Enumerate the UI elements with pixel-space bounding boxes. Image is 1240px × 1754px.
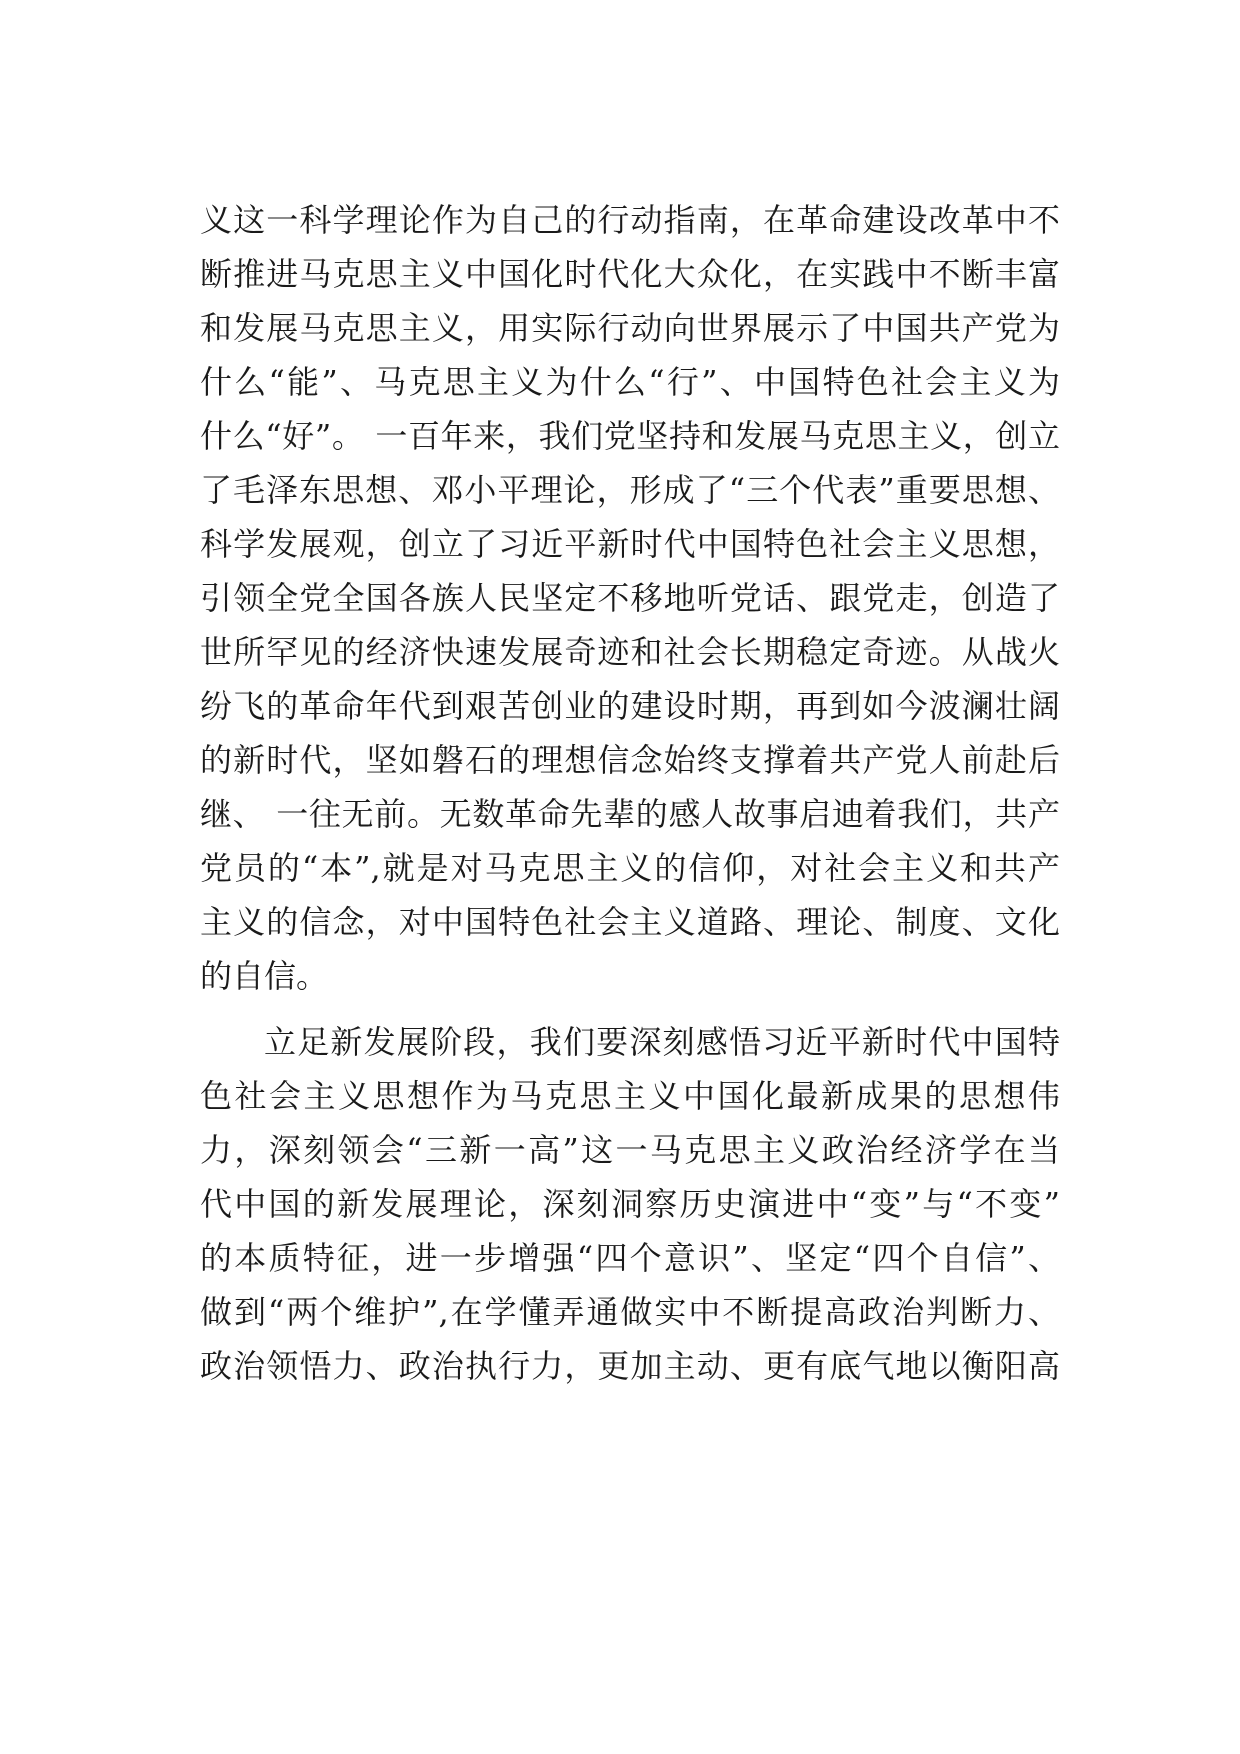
text-line: 做到“两个维护”,在学懂弄通做实中不断提高政治判断力、 bbox=[200, 1293, 1060, 1331]
text-line: 主义的信念，对中国特色社会主义道路、理论、制度、文化 bbox=[200, 903, 1060, 941]
text-line: 党员的“本”,就是对马克思主义的信仰，对社会主义和共产 bbox=[200, 849, 1060, 887]
text-line: 的新时代，坚如磐石的理想信念始终支撑着共产党人前赴后 bbox=[200, 741, 1060, 779]
text-line: 政治领悟力、政治执行力，更加主动、更有底气地以衡阳高 bbox=[200, 1347, 1060, 1385]
text-line: 的本质特征，进一步增强“四个意识”、坚定“四个自信”、 bbox=[200, 1239, 1060, 1277]
text-line: 断推进马克思主义中国化时代化大众化，在实践中不断丰富 bbox=[200, 255, 1060, 293]
text-line: 纷飞的革命年代到艰苦创业的建设时期，再到如今波澜壮阔 bbox=[200, 687, 1060, 725]
paragraph bbox=[200, 200, 1060, 997]
text-line: 色社会主义思想作为马克思主义中国化最新成果的思想伟 bbox=[200, 1077, 1060, 1115]
text-line: 继、 一往无前。无数革命先辈的感人故事启迪着我们，共产 bbox=[200, 795, 1060, 833]
text-line: 什么“能”、马克思主义为什么“行”、中国特色社会主义为 bbox=[200, 363, 1060, 401]
text-line: 引领全党全国各族人民坚定不移地听党话、跟党走，创造了 bbox=[200, 579, 1060, 617]
text-line: 立足新发展阶段，我们要深刻感悟习近平新时代中国特 bbox=[264, 1023, 1060, 1061]
document-body bbox=[200, 200, 1060, 1400]
text-line: 的自信。 bbox=[200, 957, 329, 995]
paragraph bbox=[200, 1022, 1060, 1387]
text-line: 什么“好”。 一百年来，我们党坚持和发展马克思主义，创立 bbox=[200, 417, 1060, 455]
text-line: 代中国的新发展理论，深刻洞察历史演进中“变”与“不变” bbox=[200, 1185, 1060, 1223]
text-line: 力，深刻领会“三新一高”这一马克思主义政治经济学在当 bbox=[200, 1131, 1060, 1169]
text-line: 了毛泽东思想、邓小平理论，形成了“三个代表”重要思想、 bbox=[200, 471, 1060, 509]
text-line: 科学发展观，创立了习近平新时代中国特色社会主义思想， bbox=[200, 525, 1060, 563]
text-line: 义这一科学理论作为自己的行动指南，在革命建设改革中不 bbox=[200, 201, 1060, 239]
paragraph-gap bbox=[200, 1010, 1060, 1022]
text-line: 世所罕见的经济快速发展奇迹和社会长期稳定奇迹。从战火 bbox=[200, 633, 1060, 671]
text-line: 和发展马克思主义，用实际行动向世界展示了中国共产党为 bbox=[200, 309, 1060, 347]
